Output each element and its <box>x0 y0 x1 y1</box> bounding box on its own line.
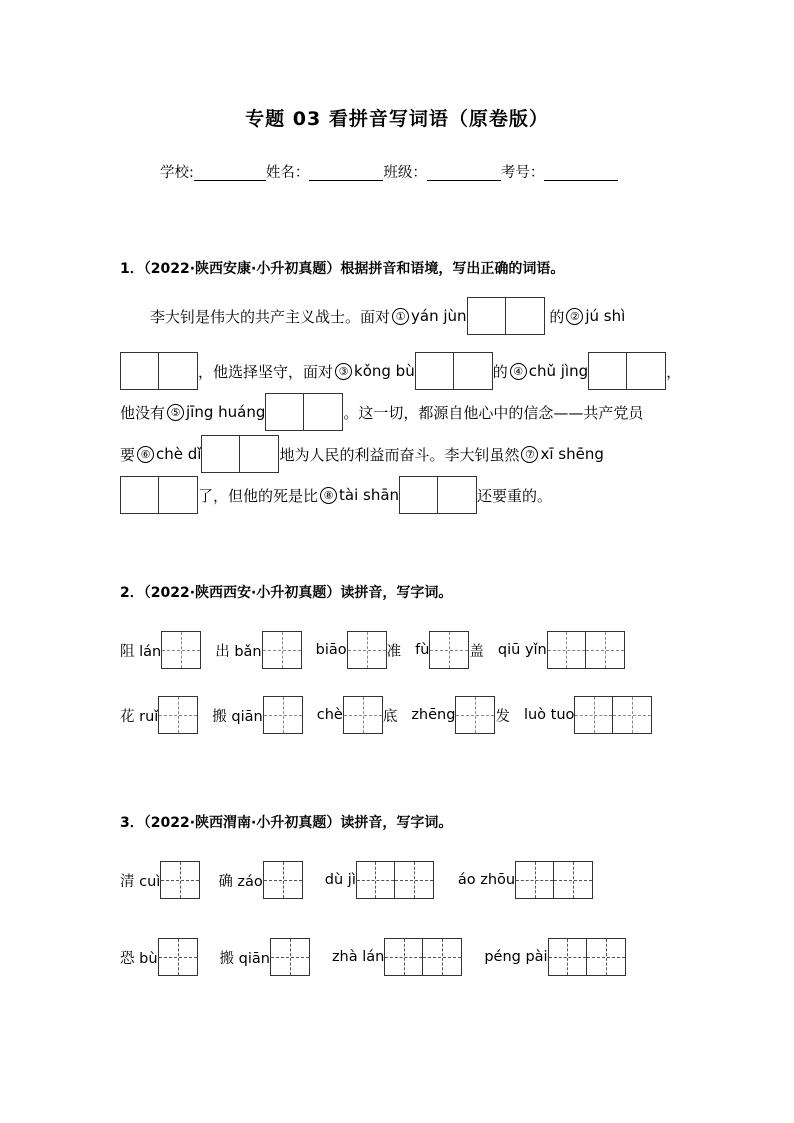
q2-item <box>498 631 625 669</box>
circled-number: ⑤ <box>167 404 184 421</box>
pinyin: luò tuo <box>523 707 575 723</box>
pinyin: yán jùn <box>411 307 467 325</box>
pinyin: áo zhōu <box>457 872 516 888</box>
pinyin: fù <box>415 642 430 658</box>
q1-line-2 <box>120 352 681 390</box>
answer-box[interactable] <box>263 861 303 899</box>
answer-box[interactable] <box>467 297 545 335</box>
number-label: 考号： <box>500 165 545 181</box>
q1-text: 。这一切，都源自他心中的信念——共产党员 <box>343 403 644 422</box>
pinyin: zhēng <box>411 707 456 723</box>
circled-number: ⑥ <box>137 446 154 463</box>
circled-number: ⑧ <box>320 487 337 504</box>
q2-item <box>212 696 302 734</box>
answer-box[interactable] <box>343 696 383 734</box>
q3-item <box>325 861 434 899</box>
q2-item <box>120 696 198 734</box>
q1-text: 地为人民的利益而奋斗。李大钊虽然 <box>279 445 520 464</box>
question-2-title: 2．（2022·陕西西安·小升初真题）读拼音，写字词。 <box>120 585 453 601</box>
pinyin: 搬 qiān <box>212 708 263 725</box>
answer-box[interactable] <box>201 435 279 473</box>
pinyin: xī shēng <box>540 445 604 463</box>
pinyin: péng pài <box>484 949 548 965</box>
page-title: 专题 03 看拼音写词语（原卷版） <box>245 108 549 130</box>
q3-item <box>120 938 198 976</box>
pinyin: 出 bǎn <box>215 643 262 660</box>
q1-text: 他没有 <box>120 403 166 422</box>
pinyin: jú shì <box>585 307 626 325</box>
school-field[interactable] <box>194 162 266 181</box>
q1-line-3 <box>120 393 643 431</box>
q1-text: 还要重的。 <box>477 486 553 505</box>
pinyin: 恐 bù <box>120 950 158 967</box>
pinyin: chè <box>316 707 343 723</box>
given-char: 底 <box>382 708 398 725</box>
q2-item <box>411 696 510 734</box>
answer-box[interactable] <box>120 352 198 390</box>
q1-line-5 <box>120 476 552 514</box>
q1-text: 要 <box>120 445 136 464</box>
q2-item <box>524 696 652 734</box>
answer-box[interactable] <box>158 696 198 734</box>
q2-item <box>316 631 402 669</box>
answer-box[interactable] <box>515 861 593 899</box>
q3-item <box>218 861 302 899</box>
q3-item <box>484 938 625 976</box>
q2-row-1 <box>120 631 625 669</box>
answer-box[interactable] <box>547 631 625 669</box>
name-field[interactable] <box>309 162 383 181</box>
q3-item <box>120 861 200 899</box>
pinyin: 确 záo <box>218 873 263 890</box>
answer-box[interactable] <box>347 631 387 669</box>
pinyin: chǔ jìng <box>528 362 589 380</box>
q1-text: 李大钊是伟大的共产主义战士。面对 <box>150 307 391 326</box>
answer-box[interactable] <box>548 938 626 976</box>
q1-text: 的 <box>544 307 565 326</box>
pinyin: dù jì <box>324 872 356 888</box>
q2-item <box>415 631 484 669</box>
q1-line-1 <box>150 297 625 335</box>
circled-number: ④ <box>510 363 527 380</box>
answer-box[interactable] <box>415 352 493 390</box>
answer-box[interactable] <box>265 393 343 431</box>
answer-box[interactable] <box>270 938 310 976</box>
pinyin: 阻 lán <box>120 643 162 660</box>
answer-box[interactable] <box>399 476 477 514</box>
answer-box[interactable] <box>356 861 434 899</box>
pinyin: qiū yǐn <box>497 642 547 658</box>
question-3-title: 3．（2022·陕西渭南·小升初真题）读拼音，写字词。 <box>120 815 453 831</box>
answer-box[interactable] <box>263 696 303 734</box>
class-label: 班级： <box>383 165 427 181</box>
q1-line-4 <box>120 435 604 473</box>
circled-number: ⑦ <box>521 446 538 463</box>
school-label: 学校: <box>160 165 194 181</box>
answer-box[interactable] <box>160 861 200 899</box>
answer-box[interactable] <box>384 938 462 976</box>
answer-box[interactable] <box>120 476 198 514</box>
student-info <box>160 161 618 182</box>
circled-number: ③ <box>335 363 352 380</box>
pinyin: 清 cuì <box>120 873 161 890</box>
q1-text: ， <box>666 362 682 381</box>
q1-text: ，他选择坚守，面对 <box>198 362 334 381</box>
class-field[interactable] <box>427 162 501 181</box>
q2-item <box>120 631 201 669</box>
q1-text: 的 <box>492 362 508 381</box>
answer-box[interactable] <box>588 352 666 390</box>
q2-item <box>215 631 301 669</box>
answer-box[interactable] <box>574 696 652 734</box>
q2-item <box>317 696 398 734</box>
circled-number: ① <box>392 308 409 325</box>
pinyin: tài shān <box>339 486 400 504</box>
question-1-title: 1．（2022·陕西安康·小升初真题）根据拼音和语境，写出正确的词语。 <box>120 261 565 277</box>
q1-text: 了，但他的死是比 <box>198 486 319 505</box>
answer-box[interactable] <box>158 938 198 976</box>
given-char: 发 <box>495 708 510 725</box>
given-char: 准 <box>386 643 402 660</box>
answer-box[interactable] <box>429 631 469 669</box>
q2-row-2 <box>120 696 652 734</box>
answer-box[interactable] <box>161 631 201 669</box>
pinyin: 花 ruǐ <box>120 708 159 725</box>
pinyin: 搬 qiān <box>219 950 270 967</box>
pinyin: jīng huáng <box>186 403 266 421</box>
pinyin: chè dǐ <box>156 445 202 463</box>
name-label: 姓名： <box>265 165 310 181</box>
given-char: 盖 <box>469 643 484 660</box>
q3-row-2 <box>120 938 626 976</box>
answer-box[interactable] <box>262 631 302 669</box>
q3-item <box>332 938 462 976</box>
circled-number: ② <box>566 308 583 325</box>
q3-item <box>220 938 310 976</box>
q3-row-1 <box>120 861 593 899</box>
pinyin: kǒng bù <box>354 362 415 380</box>
pinyin: biāo <box>315 642 347 658</box>
number-field[interactable] <box>544 162 618 181</box>
answer-box[interactable] <box>455 696 495 734</box>
q3-item <box>458 861 593 899</box>
pinyin: zhà lán <box>331 949 385 965</box>
